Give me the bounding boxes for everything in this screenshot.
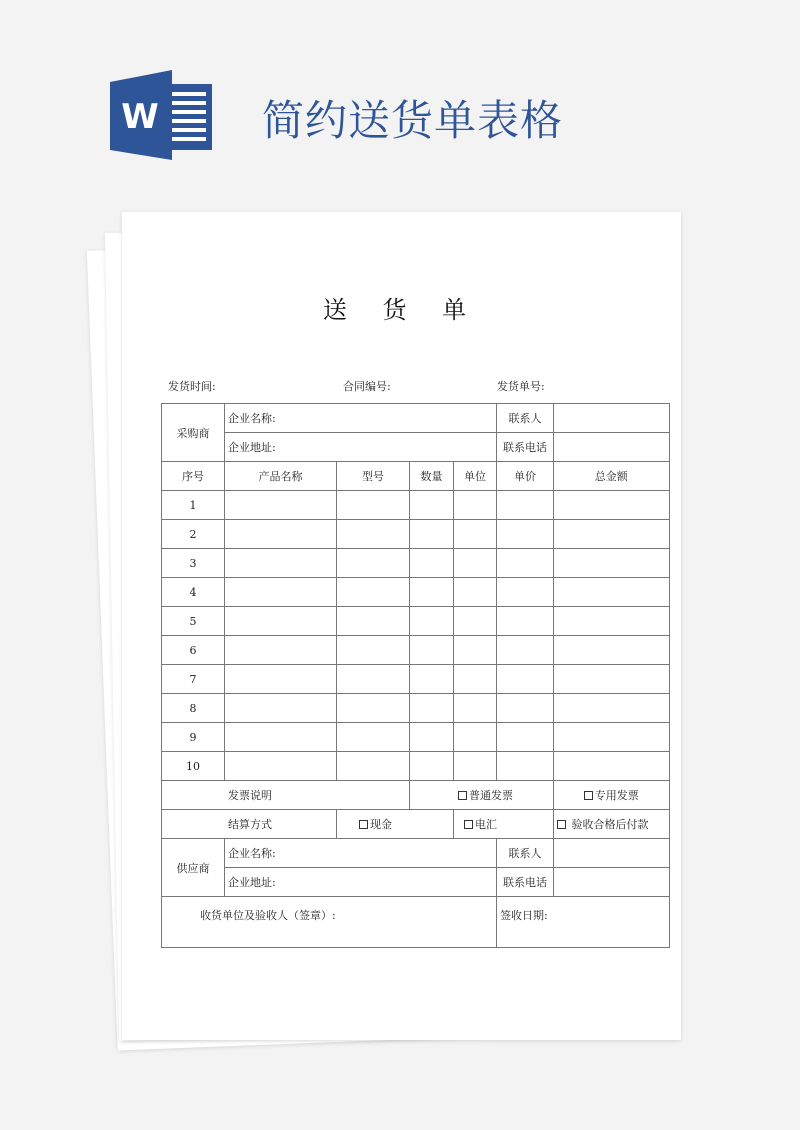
- row-number: 7: [162, 665, 225, 694]
- option-label: 现金: [370, 818, 392, 831]
- cell-6[interactable]: [554, 694, 670, 723]
- cell-5[interactable]: [497, 723, 554, 752]
- table-row: [162, 636, 670, 665]
- buyer-contact-field[interactable]: [554, 404, 670, 433]
- supplier-label: 供应商: [162, 839, 225, 897]
- table-row: [162, 694, 670, 723]
- cell-2[interactable]: [337, 723, 410, 752]
- cell-5[interactable]: [497, 520, 554, 549]
- cell-3[interactable]: [410, 520, 454, 549]
- cell-4[interactable]: [454, 665, 497, 694]
- cell-6[interactable]: [554, 665, 670, 694]
- cell-2[interactable]: [337, 694, 410, 723]
- ship-no-label: 发货单号:: [497, 380, 545, 393]
- settlement-option-wire[interactable]: [454, 810, 554, 839]
- supplier-company-address[interactable]: 企业地址:: [225, 868, 497, 897]
- receipt-date[interactable]: 签收日期:: [497, 897, 670, 948]
- document-page: [122, 212, 681, 1040]
- cell-6[interactable]: [554, 607, 670, 636]
- cell-1[interactable]: [225, 694, 337, 723]
- supplier-contact-field[interactable]: [554, 839, 670, 868]
- table-row: [162, 520, 670, 549]
- option-label: 专用发票: [594, 789, 639, 802]
- option-label: 电汇: [475, 818, 497, 831]
- cell-5[interactable]: [497, 665, 554, 694]
- cell-3[interactable]: [410, 491, 454, 520]
- cell-5[interactable]: [497, 636, 554, 665]
- cell-2[interactable]: [337, 665, 410, 694]
- cell-2[interactable]: [337, 549, 410, 578]
- option-label: 普通发票: [469, 789, 513, 802]
- cell-2[interactable]: [337, 491, 410, 520]
- cell-3[interactable]: [410, 607, 454, 636]
- option-label: 验收合格后付款: [568, 818, 649, 831]
- table-row: [162, 665, 670, 694]
- receiver-signature[interactable]: 收货单位及验收人（签章）:: [162, 897, 497, 948]
- cell-1[interactable]: [225, 723, 337, 752]
- cell-3[interactable]: [410, 752, 454, 781]
- row-number: 5: [162, 607, 225, 636]
- row-number: 1: [162, 491, 225, 520]
- buyer-phone-label: 联系电话: [497, 433, 554, 462]
- ship-time-label: 发货时间:: [168, 380, 216, 393]
- cell-5[interactable]: [497, 607, 554, 636]
- row-number: 6: [162, 636, 225, 665]
- row-number: 9: [162, 723, 225, 752]
- cell-1[interactable]: [225, 520, 337, 549]
- cell-6[interactable]: [554, 752, 670, 781]
- checkbox-icon[interactable]: [584, 791, 593, 800]
- cell-6[interactable]: [554, 636, 670, 665]
- checkbox-icon[interactable]: [458, 791, 467, 800]
- cell-1[interactable]: [225, 549, 337, 578]
- cell-4[interactable]: [454, 752, 497, 781]
- document-title: 送 货 单: [322, 296, 481, 324]
- cell-5[interactable]: [497, 491, 554, 520]
- cell-1[interactable]: [225, 607, 337, 636]
- table-row: [162, 607, 670, 636]
- row-number: 10: [162, 752, 225, 781]
- cell-3[interactable]: [410, 665, 454, 694]
- cell-4[interactable]: [454, 578, 497, 607]
- supplier-company-name[interactable]: 企业名称:: [225, 839, 497, 868]
- invoice-option-special[interactable]: [554, 781, 670, 810]
- cell-3[interactable]: [410, 723, 454, 752]
- row-number: 8: [162, 694, 225, 723]
- buyer-label: 采购商: [162, 404, 225, 462]
- settlement-option-after-acceptance[interactable]: [554, 810, 670, 839]
- buyer-contact-label: 联系人: [497, 404, 554, 433]
- cell-2[interactable]: [337, 752, 410, 781]
- checkbox-icon[interactable]: [359, 820, 368, 829]
- buyer-company-name[interactable]: 企业名称:: [225, 404, 497, 433]
- column-headers: [162, 462, 670, 491]
- cell-5[interactable]: [497, 549, 554, 578]
- settlement-label: 结算方式: [162, 810, 337, 839]
- supplier-phone-field[interactable]: [554, 868, 670, 897]
- col-header: 单位: [454, 462, 497, 491]
- cell-4[interactable]: [454, 723, 497, 752]
- cell-1[interactable]: [225, 491, 337, 520]
- table-row: [162, 491, 670, 520]
- cell-6[interactable]: [554, 520, 670, 549]
- cell-2[interactable]: [337, 520, 410, 549]
- cell-3[interactable]: [410, 549, 454, 578]
- row-number: 2: [162, 520, 225, 549]
- cell-4[interactable]: [454, 694, 497, 723]
- col-header: 产品名称: [225, 462, 337, 491]
- checkbox-icon[interactable]: [557, 820, 566, 829]
- cell-2[interactable]: [337, 636, 410, 665]
- supplier-phone-label: 联系电话: [497, 868, 554, 897]
- cell-6[interactable]: [554, 491, 670, 520]
- cell-1[interactable]: [225, 665, 337, 694]
- cell-4[interactable]: [454, 636, 497, 665]
- col-header: 总金额: [554, 462, 670, 491]
- row-number: 3: [162, 549, 225, 578]
- page-title: 简约送货单表格: [262, 96, 564, 145]
- cell-4[interactable]: [454, 549, 497, 578]
- svg-text:W: W: [121, 97, 159, 137]
- cell-6[interactable]: [554, 578, 670, 607]
- col-header: 序号: [162, 462, 225, 491]
- supplier-contact-label: 联系人: [497, 839, 554, 868]
- cell-3[interactable]: [410, 694, 454, 723]
- cell-1[interactable]: [225, 578, 337, 607]
- cell-6[interactable]: [554, 549, 670, 578]
- col-header: 型号: [337, 462, 410, 491]
- contract-no-label: 合同编号:: [343, 380, 391, 393]
- cell-2[interactable]: [337, 607, 410, 636]
- buyer-phone-field[interactable]: [554, 433, 670, 462]
- table-row: [162, 578, 670, 607]
- cell-1[interactable]: [225, 752, 337, 781]
- cell-2[interactable]: [337, 578, 410, 607]
- cell-1[interactable]: [225, 636, 337, 665]
- cell-6[interactable]: [554, 723, 670, 752]
- cell-4[interactable]: [454, 491, 497, 520]
- row-number: 4: [162, 578, 225, 607]
- table-row: [162, 752, 670, 781]
- buyer-company-address[interactable]: 企业地址:: [225, 433, 497, 462]
- cell-3[interactable]: [410, 578, 454, 607]
- cell-3[interactable]: [410, 636, 454, 665]
- col-header: 数量: [410, 462, 454, 491]
- cell-4[interactable]: [454, 607, 497, 636]
- col-header: 单价: [497, 462, 554, 491]
- table-row: [162, 723, 670, 752]
- word-logo-icon: [110, 70, 215, 160]
- cell-4[interactable]: [454, 520, 497, 549]
- settlement-option-cash[interactable]: [337, 810, 454, 839]
- cell-5[interactable]: [497, 578, 554, 607]
- cell-5[interactable]: [497, 752, 554, 781]
- cell-5[interactable]: [497, 694, 554, 723]
- checkbox-icon[interactable]: [464, 820, 473, 829]
- table-row: [162, 549, 670, 578]
- invoice-label: 发票说明: [162, 781, 410, 810]
- invoice-option-normal[interactable]: [410, 781, 554, 810]
- delivery-table: [161, 403, 670, 948]
